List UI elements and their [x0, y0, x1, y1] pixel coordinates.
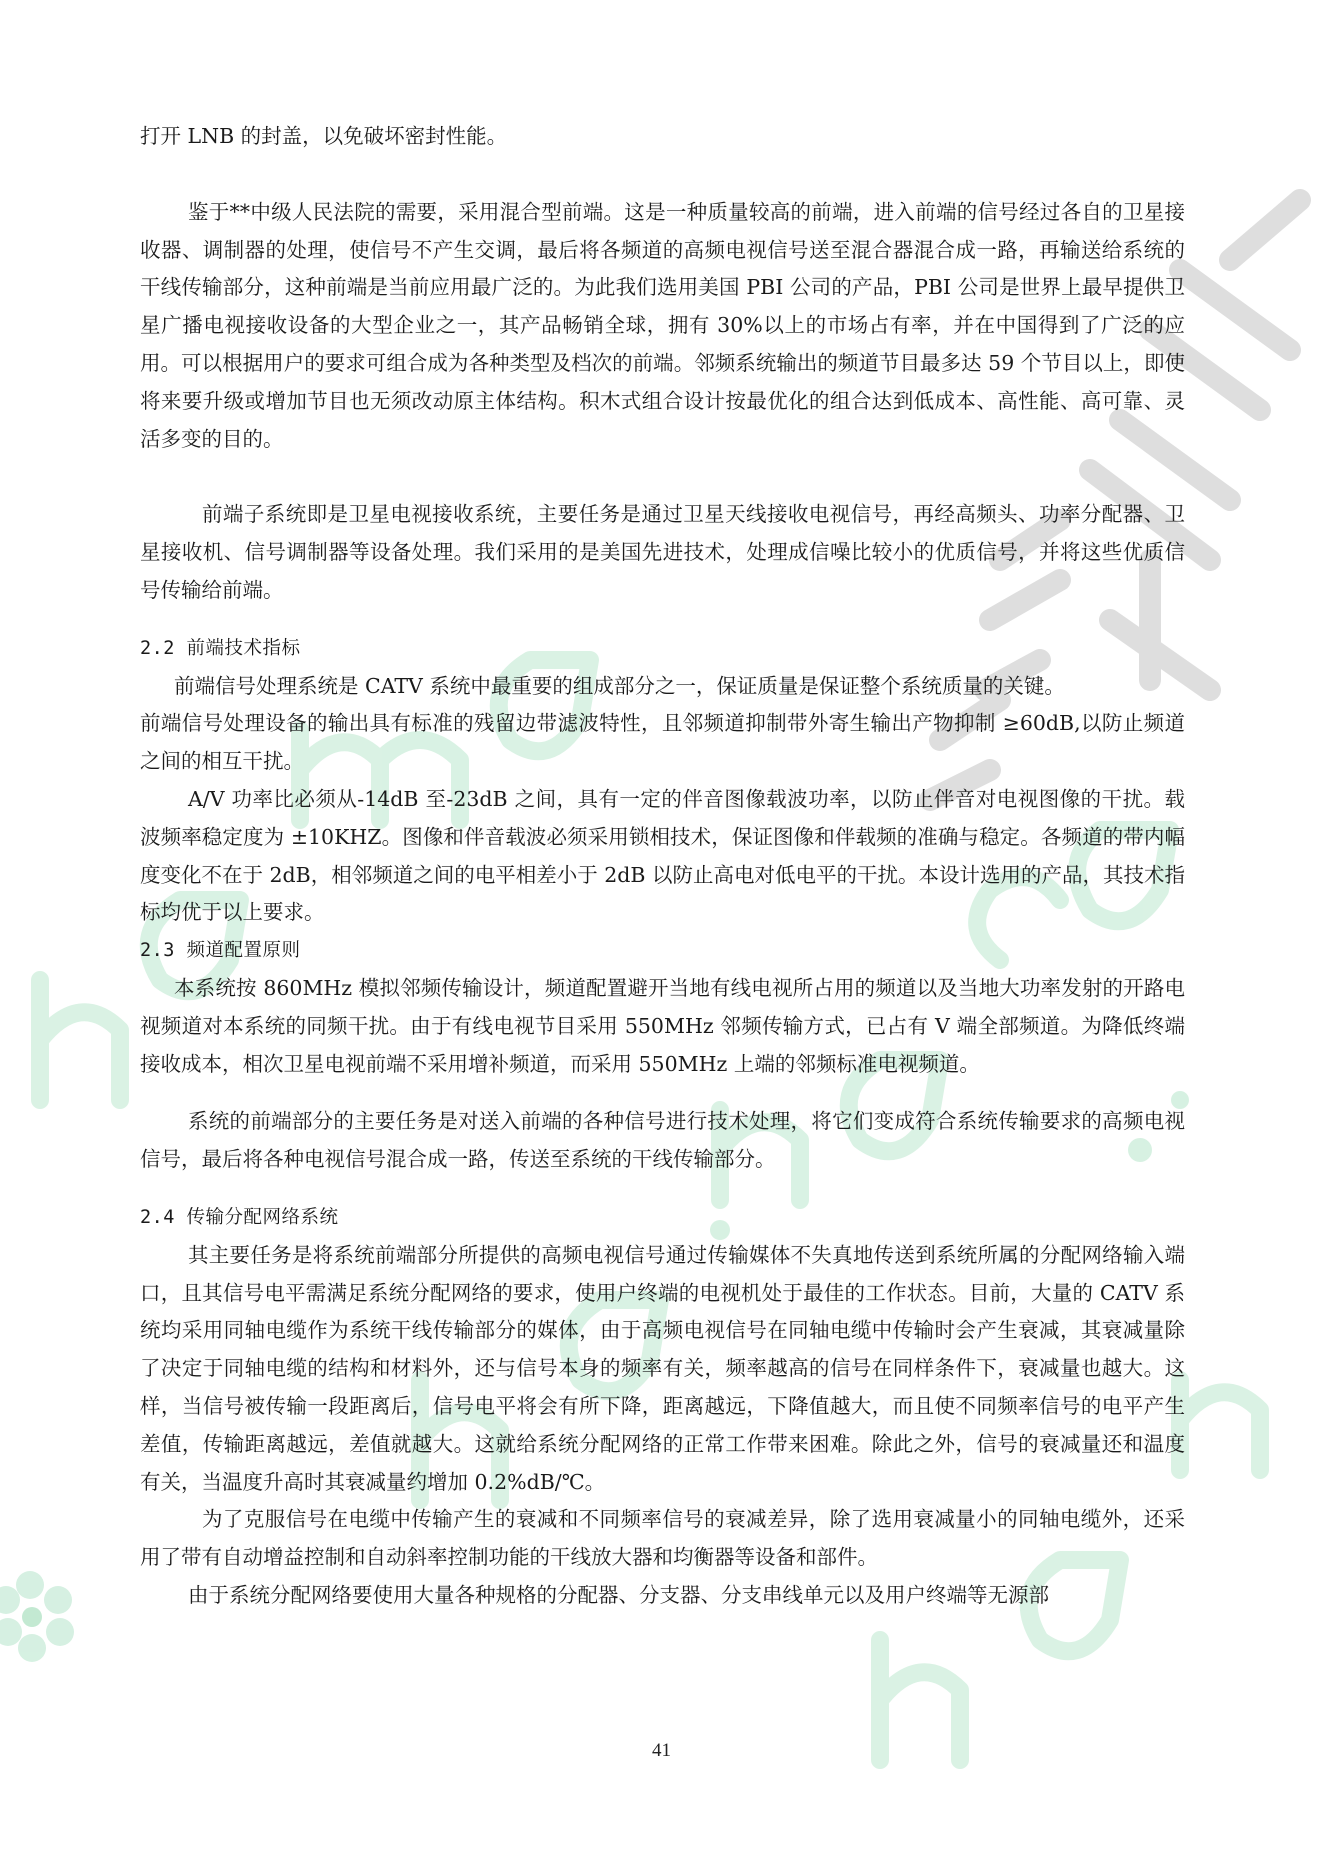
flower-logo-icon [0, 1571, 74, 1662]
paragraph-attenuation-fix: 为了克服信号在电缆中传输产生的衰减和不同频率信号的衰减差异，除了选用衰减量小的同轴电缆外，还采用了带有自动增益控制和自动斜率控制功能的干线放大器和均衡器等设备和部件。 [140, 1507, 1185, 1570]
page-number: 41 [652, 1740, 671, 1761]
paragraph-headend-processing: 前端信号处理系统是 CATV 系统中最重要的组成部分之一，保证质量是保证整个系统质量的关键。 [174, 673, 1065, 698]
paragraph-vestigial-filter: 前端信号处理设备的输出具有标准的残留边带滤波特性，且邻频道抑制带外寄生输出产物抑制 ≥60dB,以防止频道之间的相互干扰。 [140, 711, 1185, 774]
paragraph-passive-components: 由于系统分配网络要使用大量各种规格的分配器、分支器、分支串线单元以及用户终端等无源部 [188, 1582, 1049, 1607]
section-heading-2-4: 2.4 传输分配网络系统 [140, 1206, 339, 1228]
document-body [140, 118, 1185, 1615]
section-heading-2-2: 2.2 前端技术指标 [140, 637, 301, 659]
paragraph-mixed-headend: 鉴于**中级人民法院的需要，采用混合型前端。这是一种质量较高的前端，进入前端的信号经过各自的卫星接收器、调制器的处理，使信号不产生交调，最后将各频道的高频电视信号送至混合器混合成一路，再输送给系统的干线传输部分，这种前端是当前应用最广泛的。为此我们选用美国 PBI 公司的产品，PBI 公司是世界上最早提供卫星广播电视接收设备的大型企业之一，其产品畅销全球，拥有 30%以上的市场占有率，并在中国得到了广泛的应用。可以根据用户的要求可组合成为各种类型及档次的前端。邻频系统输出的频道节目最多达 59 个节目以上，即使将来要升级或增加节目也无须改动原主体结构。积木式组合设计按最优化的组合达到低成本、高性能、高可靠、灵活多变的目的。 [140, 199, 1185, 451]
paragraph-headend-subsystem: 前端子系统即是卫星电视接收系统，主要任务是通过卫星天线接收电视信号，再经高频头、功率分配器、卫星接收机、信号调制器等设备处理。我们采用的是美国先进技术，处理成信噪比较小的优质信号，并将这些优质信号传输给前端。 [140, 502, 1185, 602]
paragraph-headend-task: 系统的前端部分的主要任务是对送入前端的各种信号进行技术处理，将它们变成符合系统传输要求的高频电视信号，最后将各种电视信号混合成一路，传送至系统的干线传输部分。 [140, 1109, 1185, 1172]
paragraph-distribution-task: 其主要任务是将系统前端部分所提供的高频电视信号通过传输媒体不失真地传送到系统所属的分配网络输入端口，且其信号电平需满足系统分配网络的要求，使用户终端的电视机处于最佳的工作状态。目前，大量的 CATV 系统均采用同轴电缆作为系统干线传输部分的媒体，由于高频电视信号在同轴电缆中传输时会产生衰减，其衰减量除了决定于同轴电缆的结构和材料外，还与信号本身的频率有关，频率越高的信号在同样条件下，衰减量也越大。这样，当信号被传输一段距离后，信号电平将会有所下降，距离越远，下降值越大，而且使不同频率信号的电平产生差值，传输距离越远，差值就越大。这就给系统分配网络的正常工作带来困难。除此之外，信号的衰减量还和温度有关，当温度升高时其衰减量约增加 0.2%dB/℃。 [140, 1242, 1185, 1494]
paragraph-lnb-cover: 打开 LNB 的封盖，以免破坏密封性能。 [140, 124, 508, 148]
section-heading-2-3: 2.3 频道配置原则 [140, 940, 301, 962]
paragraph-channel-config: 本系统按 860MHz 模拟邻频传输设计，频道配置避开当地有线电视所占用的频道以及当地大功率发射的开路电视频道对本系统的同频干扰。由于有线电视节目采用 550MHz 邻频传输方式，已占有 V 端全部频道。为降低终端接收成本，相次卫星电视前端不采用增补频道，而采用 550MHz 上端的邻频标准电视频道。 [140, 975, 1185, 1076]
paragraph-av-power-ratio: A/V 功率比必须从-14dB 至-23dB 之间，具有一定的伴音图像载波功率，以防止伴音对电视图像的干扰。载波频率稳定度为 ±10KHZ。图像和伴音载波必须采用锁相技术，保证图像和伴载频的准确与稳定。各频道的带内幅度变化不在于 2dB，相邻频道之间的电平相差小于 2dB 以防止高电对低电平的干扰。本设计选用的产品，其技术指标均优于以上要求。 [140, 786, 1186, 925]
